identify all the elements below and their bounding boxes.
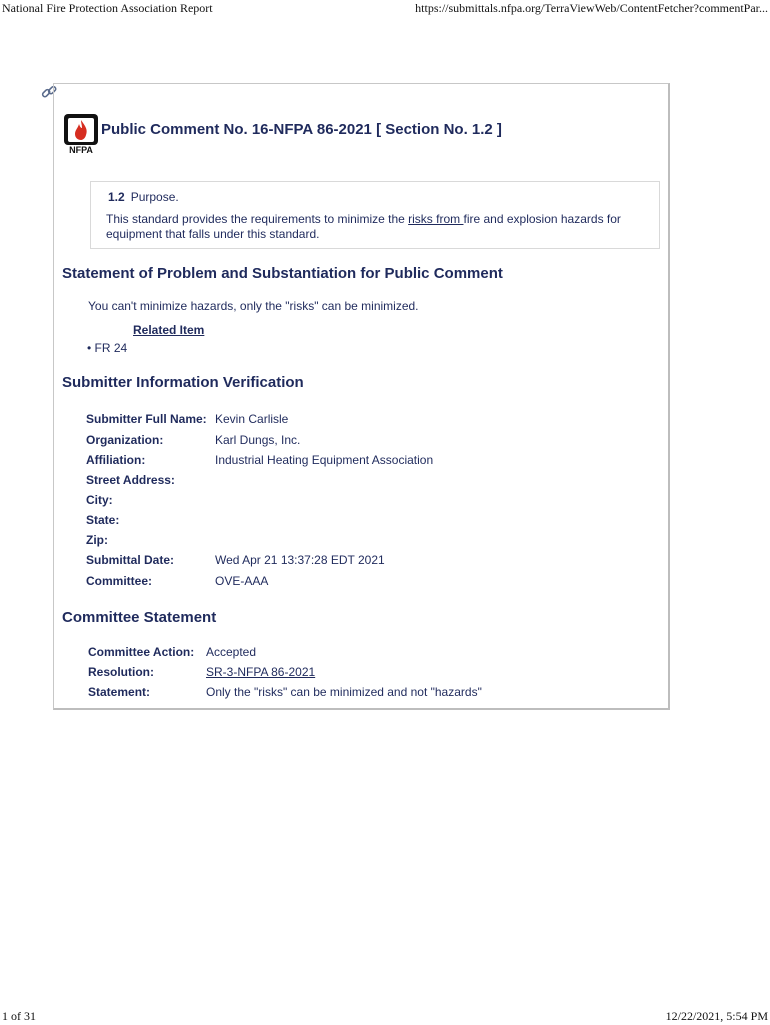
state-label: State: xyxy=(86,513,120,527)
committee-action-label: Committee Action: xyxy=(88,645,195,659)
city-label: City: xyxy=(86,493,113,507)
committee-action-value: Accepted xyxy=(206,645,257,659)
committee-heading: Committee Statement xyxy=(62,609,217,626)
print-header-url: https://submittals.nfpa.org/TerraViewWeb/ContentFetcher?commentPar... xyxy=(415,1,768,15)
logo-text: NFPA xyxy=(69,145,93,155)
committee-label: Committee: xyxy=(86,574,153,588)
page-title: Public Comment No. 16-NFPA 86-2021 [ Section No. 1.2 ] xyxy=(101,121,502,138)
related-item-link[interactable]: Related Item xyxy=(133,323,205,337)
purpose-text xyxy=(106,212,651,242)
committee-value: OVE-AAA xyxy=(215,574,269,588)
organization-value: Karl Dungs, Inc. xyxy=(215,433,301,447)
submittal-date-value: Wed Apr 21 13:37:28 EDT 2021 xyxy=(215,553,385,567)
resolution-label: Resolution: xyxy=(88,665,154,679)
affiliation-label: Affiliation: xyxy=(86,453,146,467)
affiliation-value: Industrial Heating Equipment Association xyxy=(215,453,434,467)
purpose-title: Purpose. xyxy=(130,190,179,204)
purpose-text-before: This standard provides the requirements to minimize the xyxy=(106,212,409,226)
submitter-heading: Submitter Information Verification xyxy=(62,374,304,391)
print-footer xyxy=(0,1009,770,1025)
resolution-link[interactable]: SR-3-NFPA 86-2021 xyxy=(206,665,316,679)
submitter-name-value: Kevin Carlisle xyxy=(215,412,289,426)
street-address-label: Street Address: xyxy=(86,473,175,487)
problem-heading: Statement of Problem and Substantiation for Public Comment xyxy=(62,265,503,282)
print-header xyxy=(0,1,770,17)
statement-label: Statement: xyxy=(88,685,151,699)
zip-label: Zip: xyxy=(86,533,108,547)
print-header-title: National Fire Protection Association Report xyxy=(2,1,213,15)
organization-label: Organization: xyxy=(86,433,164,447)
nfpa-logo xyxy=(62,113,100,155)
related-item-value: • FR 24 xyxy=(87,341,128,355)
print-datetime: 12/22/2021, 5:54 PM xyxy=(665,1009,768,1023)
purpose-text-underlined: risks from xyxy=(408,212,464,226)
purpose-text-after: fire and explosion hazards for equipment that falls under this standard. xyxy=(106,212,621,241)
submitter-name-label: Submitter Full Name: xyxy=(86,412,207,426)
page-count: 1 of 31 xyxy=(2,1009,36,1023)
purpose-number: 1.2 xyxy=(108,190,125,204)
problem-text: You can't minimize hazards, only the "risks" can be minimized. xyxy=(88,299,419,313)
submittal-date-label: Submittal Date: xyxy=(86,553,175,567)
statement-value: Only the "risks" can be minimized and not "hazards" xyxy=(206,685,482,699)
purpose-heading xyxy=(108,190,179,204)
